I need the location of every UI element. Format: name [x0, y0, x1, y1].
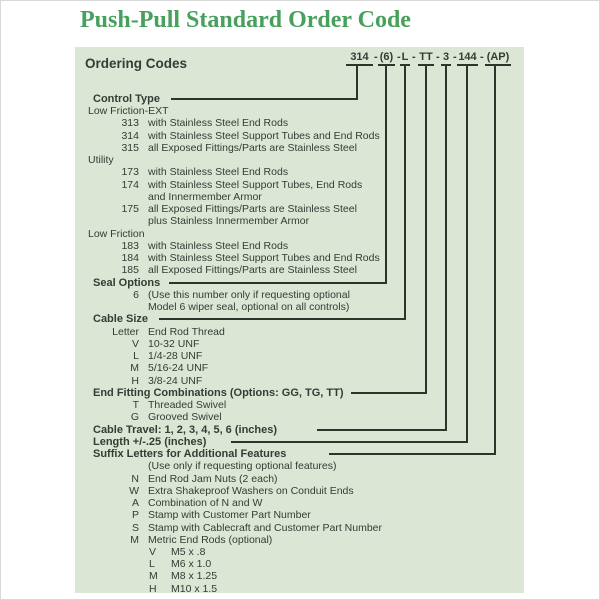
code-184: 184: [121, 252, 139, 264]
cable-size-h: H: [131, 375, 139, 387]
section-cable-size-label: Cable Size: [93, 313, 149, 325]
code-separator: -: [436, 51, 440, 63]
table-row: [1, 497, 600, 509]
code-184-desc: with Stainless Steel Support Tubes and End Rods: [148, 252, 380, 264]
code-315: 315: [121, 142, 139, 154]
cable-size-m: M: [130, 362, 139, 374]
code-segment-suffix: (AP): [485, 51, 511, 66]
code-174-desc-cont: and Innermember Armor: [148, 191, 262, 203]
table-row: [1, 326, 600, 338]
end-fitting-g: G: [130, 411, 139, 423]
table-row: [1, 166, 600, 178]
table-row: [1, 142, 600, 154]
table-row: [1, 522, 600, 534]
suffix-s-desc: Stamp with Cablecraft and Customer Part Number: [148, 522, 383, 534]
table-row: [1, 399, 600, 411]
cable-size-header-key: Letter: [112, 326, 139, 338]
cable-size-h-desc: 3/8-24 UNF: [148, 375, 203, 387]
code-6-desc-cont: Model 6 wiper seal, optional on all controls): [148, 301, 350, 313]
code-175-desc: all Exposed Fittings/Parts are Stainless Steel: [148, 203, 357, 215]
table-row: [1, 558, 600, 570]
code-6: 6: [133, 289, 139, 301]
table-row: [1, 534, 600, 546]
code-175-desc-cont: plus Stainless Innermember Armor: [148, 215, 310, 227]
table-row: [1, 240, 600, 252]
end-fitting-t-desc: Threaded Swivel: [148, 399, 227, 411]
code-segment-cable-size: L: [400, 51, 410, 66]
code-315-desc: all Exposed Fittings/Parts are Stainless Steel: [148, 142, 357, 154]
suffix-p-desc: Stamp with Customer Part Number: [148, 509, 311, 521]
suffix-note: (Use only if requesting optional features): [148, 460, 337, 472]
cable-size-m-desc: 5/16-24 UNF: [148, 362, 209, 374]
table-row: [1, 509, 600, 521]
code-segment-end-fitting: TT: [418, 51, 434, 66]
suffix-n-desc: End Rod Jam Nuts (2 each): [148, 473, 278, 485]
code-segment-seal: (6): [378, 51, 395, 66]
table-row: [1, 179, 600, 191]
table-row: [1, 350, 600, 362]
table-row: [1, 203, 600, 215]
suffix-a: A: [131, 497, 139, 509]
code-175: 175: [121, 203, 139, 215]
cable-size-header-value: End Rod Thread: [148, 326, 225, 338]
suffix-w: W: [129, 485, 139, 497]
end-fitting-t: T: [132, 399, 139, 411]
section-end-fitting-label: End Fitting Combinations (Options: GG, TG, TT): [93, 387, 344, 399]
metric-v: V: [149, 546, 157, 558]
table-row: [1, 570, 600, 582]
table-row: [1, 289, 600, 301]
cable-size-l: L: [133, 350, 139, 362]
metric-m-desc: M8 x 1.25: [171, 570, 218, 582]
code-313: 313: [121, 117, 139, 129]
section-control-type-label: Control Type: [93, 93, 161, 105]
code-183-desc: with Stainless Steel End Rods: [148, 240, 289, 252]
code-6-desc: (Use this number only if requesting optional: [148, 289, 350, 301]
table-row: [1, 117, 600, 129]
metric-l: L: [149, 558, 155, 570]
section-length-label: Length +/-.25 (inches): [93, 436, 207, 448]
suffix-n: N: [131, 473, 139, 485]
table-row: [1, 411, 600, 423]
code-314-desc: with Stainless Steel Support Tubes and End Rods: [148, 130, 380, 142]
table-row: [1, 583, 600, 595]
page-title: Push-Pull Standard Order Code: [80, 7, 411, 33]
end-fitting-g-desc: Grooved Swivel: [148, 411, 222, 423]
metric-v-desc: M5 x .8: [171, 546, 206, 558]
cable-size-v: V: [131, 338, 139, 350]
metric-h-desc: M10 x 1.5: [171, 583, 218, 595]
panel-heading: Ordering Codes: [85, 56, 188, 71]
suffix-a-desc: Combination of N and W: [148, 497, 263, 509]
table-row: [1, 338, 600, 350]
code-174: 174: [121, 179, 139, 191]
group-utility: Utility: [88, 154, 114, 166]
table-row: [1, 473, 600, 485]
metric-m: M: [149, 570, 158, 582]
code-174-desc: with Stainless Steel Support Tubes, End Rods: [148, 179, 363, 191]
group-low-friction: Low Friction: [88, 228, 145, 240]
suffix-s: S: [131, 522, 139, 534]
code-173-desc: with Stainless Steel End Rods: [148, 166, 289, 178]
code-separator: -: [397, 51, 401, 63]
table-row: [1, 546, 600, 558]
suffix-m: M: [130, 534, 139, 546]
table-row: [1, 264, 600, 276]
code-314: 314: [121, 130, 139, 142]
table-row: [1, 130, 600, 142]
metric-l-desc: M6 x 1.0: [171, 558, 212, 570]
section-seal-options-label: Seal Options: [93, 277, 161, 289]
code-separator: -: [374, 51, 378, 63]
suffix-m-desc: Metric End Rods (optional): [148, 534, 273, 546]
code-separator: -: [412, 51, 416, 63]
table-row: [1, 485, 600, 497]
cable-size-v-desc: 10-32 UNF: [148, 338, 200, 350]
suffix-p: P: [131, 509, 139, 521]
code-185-desc: all Exposed Fittings/Parts are Stainless Steel: [148, 264, 357, 276]
table-row: [1, 252, 600, 264]
code-separator: -: [453, 51, 457, 63]
code-separator: -: [480, 51, 484, 63]
code-segment-length: 144: [457, 51, 478, 66]
metric-h: H: [149, 583, 157, 595]
section-cable-travel-label: Cable Travel: 1, 2, 3, 4, 5, 6 (inches): [93, 424, 278, 436]
code-183: 183: [121, 240, 139, 252]
group-low-friction-ext: Low Friction-EXT: [88, 105, 169, 117]
cable-size-l-desc: 1/4-28 UNF: [148, 350, 203, 362]
code-segment-travel: 3: [441, 51, 451, 66]
suffix-w-desc: Extra Shakeproof Washers on Conduit Ends: [148, 485, 354, 497]
section-suffix-label: Suffix Letters for Additional Features: [93, 448, 287, 460]
code-173: 173: [121, 166, 139, 178]
table-row: [1, 375, 600, 387]
table-row: [1, 362, 600, 374]
code-313-desc: with Stainless Steel End Rods: [148, 117, 289, 129]
code-185: 185: [121, 264, 139, 276]
code-segment-314: 314: [346, 51, 373, 66]
